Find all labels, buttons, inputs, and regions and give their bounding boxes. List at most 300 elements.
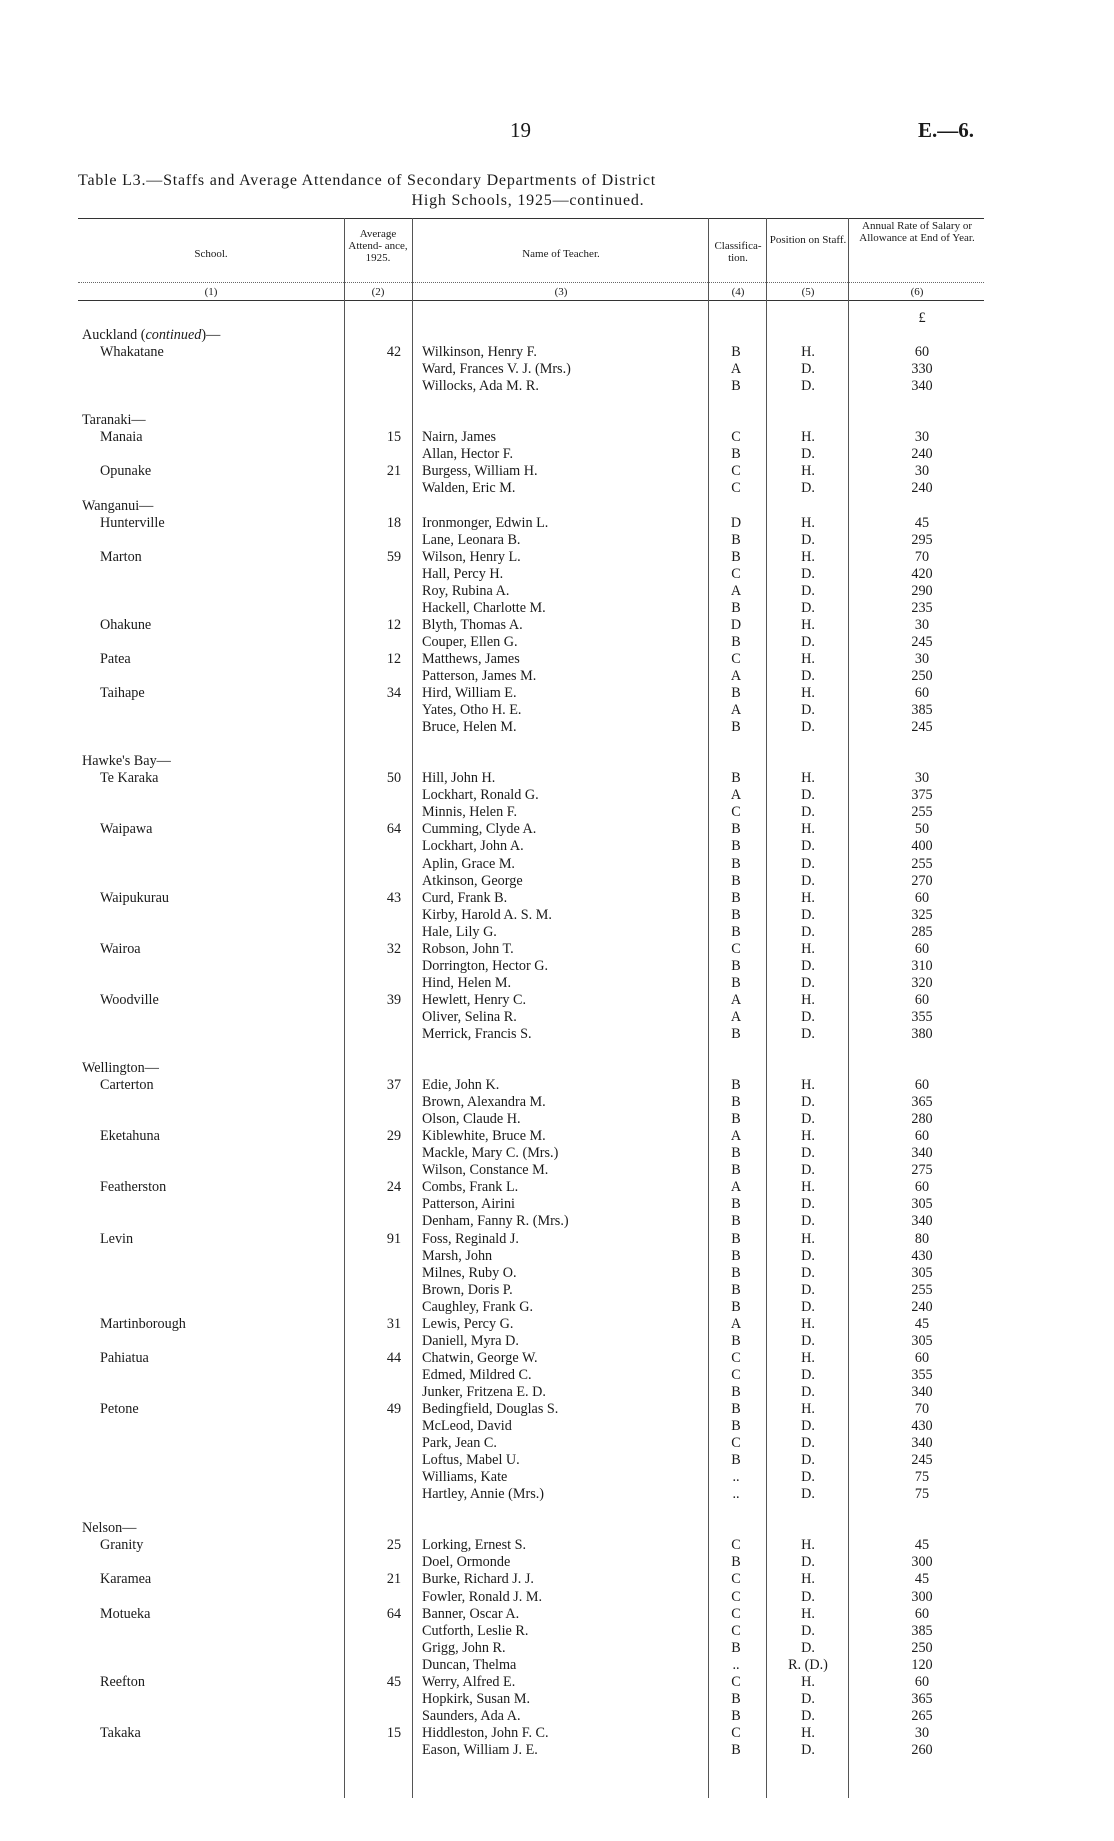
teacher-name: Banner, Oscar A. xyxy=(422,1605,520,1622)
classification: B xyxy=(731,1401,741,1417)
table-row xyxy=(78,1145,984,1162)
classification: B xyxy=(731,1554,741,1571)
table-row xyxy=(78,1009,984,1026)
salary: 245 xyxy=(911,719,933,736)
salary: 340 xyxy=(911,1213,933,1230)
table-row xyxy=(78,1333,984,1350)
classification: B xyxy=(731,446,741,463)
teacher-name: Aplin, Grace M. xyxy=(422,855,515,872)
school-name: Marton xyxy=(100,548,142,565)
table-row xyxy=(78,600,984,617)
classification: B xyxy=(731,633,741,650)
table-row xyxy=(78,736,984,753)
table-row xyxy=(78,1282,984,1299)
classification: B xyxy=(731,1111,741,1128)
classification: B xyxy=(731,1094,741,1111)
average-attendance: 42 xyxy=(386,344,402,361)
table-row xyxy=(78,327,984,344)
average-attendance: 91 xyxy=(386,1230,402,1247)
teacher-name: Loftus, Mabel U. xyxy=(422,1452,520,1469)
table-row xyxy=(78,1111,984,1128)
table-row xyxy=(78,1537,984,1554)
col-number: (3) xyxy=(554,286,568,298)
staff-position: H. xyxy=(801,1349,815,1366)
teacher-name: Denham, Fanny R. (Mrs.) xyxy=(422,1213,569,1230)
classification: B xyxy=(731,1025,741,1042)
school-name: Takaka xyxy=(100,1724,141,1741)
teacher-name: Cumming, Clyde A. xyxy=(422,821,537,838)
teacher-name: Atkinson, George xyxy=(422,872,523,889)
staff-position: H. xyxy=(801,514,815,531)
classification: .. xyxy=(732,1486,740,1503)
table-row xyxy=(78,1060,984,1077)
classification: B xyxy=(731,1247,741,1264)
salary: 265 xyxy=(911,1707,933,1724)
staff-position: H. xyxy=(801,1230,815,1247)
teacher-name: Combs, Frank L. xyxy=(422,1179,519,1196)
salary: 120 xyxy=(911,1656,933,1673)
average-attendance: 32 xyxy=(386,940,402,957)
table-row xyxy=(78,1640,984,1657)
col-header-school: School. xyxy=(194,248,228,260)
teacher-name: Hopkirk, Susan M. xyxy=(422,1690,530,1707)
salary: 45 xyxy=(914,1315,930,1332)
teacher-name: Matthews, James xyxy=(422,650,520,667)
school-name: Manaia xyxy=(100,429,143,446)
classification: A xyxy=(730,582,742,599)
staff-position: D. xyxy=(801,1298,815,1315)
table-row xyxy=(78,907,984,924)
teacher-name: Lewis, Percy G. xyxy=(422,1315,514,1332)
classification: A xyxy=(730,361,742,378)
table-row xyxy=(78,1674,984,1691)
table-row xyxy=(78,1231,984,1248)
school-name: Reefton xyxy=(100,1673,145,1690)
classification: A xyxy=(730,667,742,684)
table-row xyxy=(78,1026,984,1043)
salary: 250 xyxy=(911,1639,933,1656)
table-row xyxy=(78,1350,984,1367)
staff-position: D. xyxy=(801,1554,815,1571)
table-row xyxy=(78,873,984,890)
teacher-name: Caughley, Frank G. xyxy=(422,1298,533,1315)
teacher-name: Ironmonger, Edwin L. xyxy=(422,514,549,531)
school-name: Martinborough xyxy=(100,1315,186,1332)
salary: 60 xyxy=(914,1673,930,1690)
staff-position: H. xyxy=(801,1605,815,1622)
teacher-name: Edmed, Mildred C. xyxy=(422,1366,532,1383)
table-row xyxy=(78,1316,984,1333)
school-name: Carterton xyxy=(100,1077,154,1094)
salary: 30 xyxy=(914,429,930,446)
table-row xyxy=(78,890,984,907)
table-row xyxy=(78,1213,984,1230)
salary: 300 xyxy=(911,1554,933,1571)
teacher-name: Hale, Lily G. xyxy=(422,923,497,940)
staff-position: D. xyxy=(801,974,815,991)
staff-position: D. xyxy=(801,1741,815,1758)
table-row xyxy=(78,941,984,958)
table-row xyxy=(78,1606,984,1623)
school-name: Eketahuna xyxy=(100,1128,160,1145)
salary: 255 xyxy=(911,855,933,872)
table-row xyxy=(78,1520,984,1537)
salary: 245 xyxy=(911,633,933,650)
classification: B xyxy=(731,1264,741,1281)
classification: B xyxy=(731,344,741,361)
staff-position: D. xyxy=(801,1435,815,1452)
salary: 30 xyxy=(914,616,930,633)
staff-position: D. xyxy=(801,804,815,821)
table-row xyxy=(78,1094,984,1111)
classification: B xyxy=(731,872,741,889)
classification: C xyxy=(731,940,741,957)
table-row xyxy=(78,378,984,395)
staff-position: D. xyxy=(801,957,815,974)
staff-position: H. xyxy=(801,463,815,480)
table-row xyxy=(78,992,984,1009)
col-number: (6) xyxy=(910,286,924,298)
salary: 70 xyxy=(914,1401,930,1417)
staff-position: D. xyxy=(801,1213,815,1230)
salary: 240 xyxy=(911,1298,933,1315)
classification: B xyxy=(731,1213,741,1230)
table-row xyxy=(78,1503,984,1520)
region-heading: Wanganui— xyxy=(82,497,154,514)
staff-position: D. xyxy=(801,1383,815,1400)
table-row xyxy=(78,532,984,549)
teacher-name: Junker, Fritzena E. D. xyxy=(422,1383,546,1400)
classification: B xyxy=(731,599,741,616)
average-attendance: 64 xyxy=(386,1605,402,1622)
table-row xyxy=(78,583,984,600)
staff-position: H. xyxy=(801,770,815,787)
col-header-teacher: Name of Teacher. xyxy=(522,248,600,260)
classification: B xyxy=(731,770,741,787)
teacher-name: Kiblewhite, Bruce M. xyxy=(422,1128,546,1145)
salary: 45 xyxy=(914,1571,930,1588)
table-row xyxy=(78,958,984,975)
staff-position: D. xyxy=(801,1707,815,1724)
table-row xyxy=(78,446,984,463)
staff-position: H. xyxy=(801,1673,815,1690)
salary: 70 xyxy=(914,548,930,565)
salary: 45 xyxy=(914,1537,930,1554)
salary: 60 xyxy=(914,1349,930,1366)
salary: 365 xyxy=(911,1690,933,1707)
staff-position: D. xyxy=(801,1366,815,1383)
school-name: Patea xyxy=(100,650,131,667)
teacher-name: Bruce, Helen M. xyxy=(422,719,517,736)
staff-position: D. xyxy=(801,1622,815,1639)
col-header-classification: Classifica- tion. xyxy=(714,240,762,264)
teacher-name: Marsh, John xyxy=(422,1247,493,1264)
staff-position: D. xyxy=(801,446,815,463)
table-row xyxy=(78,1043,984,1060)
school-name: Pahiatua xyxy=(100,1349,149,1366)
salary: 60 xyxy=(914,889,930,906)
average-attendance: 37 xyxy=(386,1077,402,1094)
staff-position: D. xyxy=(801,872,815,889)
staff-position: D. xyxy=(801,1162,815,1179)
classification: B xyxy=(731,838,741,855)
staff-position: D. xyxy=(801,1588,815,1605)
salary: 305 xyxy=(911,1264,933,1281)
salary: 285 xyxy=(911,923,933,940)
staff-position: H. xyxy=(801,1128,815,1145)
average-attendance: 21 xyxy=(386,1571,402,1588)
average-attendance: 44 xyxy=(386,1349,402,1366)
classification: B xyxy=(731,1690,741,1707)
table-body xyxy=(78,310,984,1759)
teacher-name: Chatwin, George W. xyxy=(422,1349,538,1366)
salary: 245 xyxy=(911,1452,933,1469)
teacher-name: Oliver, Selina R. xyxy=(422,1008,517,1025)
average-attendance: 39 xyxy=(386,991,402,1008)
teacher-name: Olson, Claude H. xyxy=(422,1111,521,1128)
school-name: Whakatane xyxy=(100,344,164,361)
teacher-name: Yates, Otho H. E. xyxy=(422,702,522,719)
table-row xyxy=(78,1589,984,1606)
salary: 305 xyxy=(911,1332,933,1349)
teacher-name: Cutforth, Leslie R. xyxy=(422,1622,529,1639)
teacher-name: Grigg, John R. xyxy=(422,1639,506,1656)
teacher-name: Foss, Reginald J. xyxy=(422,1230,519,1247)
classification: C xyxy=(731,1673,741,1690)
staff-position: H. xyxy=(801,1179,815,1196)
teacher-name: Milnes, Ruby O. xyxy=(422,1264,517,1281)
school-name: Karamea xyxy=(100,1571,152,1588)
col-header-attendance: Average Attend- ance, 1925. xyxy=(348,228,408,264)
staff-position: H. xyxy=(801,889,815,906)
average-attendance: 15 xyxy=(386,429,402,446)
table-row xyxy=(78,480,984,497)
classification: B xyxy=(731,378,741,395)
col-number: (1) xyxy=(204,286,218,298)
table-row xyxy=(78,395,984,412)
staff-position: D. xyxy=(801,1486,815,1503)
table-row xyxy=(78,344,984,361)
school-name: Featherston xyxy=(100,1179,167,1196)
teacher-name: Mackle, Mary C. (Mrs.) xyxy=(422,1145,559,1162)
classification: B xyxy=(731,1418,741,1435)
salary: 385 xyxy=(911,1622,933,1639)
table-row xyxy=(78,1554,984,1571)
salary: 400 xyxy=(911,838,933,855)
table-row xyxy=(78,361,984,378)
table-row xyxy=(78,651,984,668)
salary: 320 xyxy=(911,974,933,991)
table-row xyxy=(78,1486,984,1503)
region-heading: Hawke's Bay— xyxy=(82,753,171,770)
staff-position: H. xyxy=(801,685,815,702)
classification: A xyxy=(730,1315,742,1332)
classification: .. xyxy=(732,1656,740,1673)
staff-position: D. xyxy=(801,1332,815,1349)
classification: C xyxy=(731,429,741,446)
table-row xyxy=(78,566,984,583)
classification: B xyxy=(731,1383,741,1400)
staff-position: D. xyxy=(801,1418,815,1435)
classification: C xyxy=(731,480,741,497)
school-name: Hunterville xyxy=(100,514,165,531)
teacher-name: Park, Jean C. xyxy=(422,1435,497,1452)
staff-position: H. xyxy=(801,1401,815,1417)
classification: A xyxy=(730,702,742,719)
table-row xyxy=(78,668,984,685)
table-row xyxy=(78,821,984,838)
salary: 355 xyxy=(911,1008,933,1025)
staff-position: D. xyxy=(801,1145,815,1162)
average-attendance: 50 xyxy=(386,770,402,787)
average-attendance: 49 xyxy=(386,1401,402,1417)
staff-position: R. (D.) xyxy=(788,1656,828,1673)
staff-position: D. xyxy=(801,923,815,940)
table-row xyxy=(78,753,984,770)
staff-position: D. xyxy=(801,855,815,872)
teacher-name: Robson, John T. xyxy=(422,940,514,957)
table-row xyxy=(78,924,984,941)
classification: B xyxy=(731,719,741,736)
classification: B xyxy=(731,1639,741,1656)
classification: C xyxy=(731,565,741,582)
teacher-name: Hiddleston, John F. C. xyxy=(422,1724,549,1741)
salary: 255 xyxy=(911,1281,933,1298)
table-row xyxy=(78,770,984,787)
staff-position: D. xyxy=(801,1452,815,1469)
classification: B xyxy=(731,974,741,991)
classification: C xyxy=(731,463,741,480)
col-header-position: Position on Staff. xyxy=(769,234,847,246)
teacher-name: Patterson, Airini xyxy=(422,1196,516,1213)
salary: 305 xyxy=(911,1196,933,1213)
staff-position: H. xyxy=(801,429,815,446)
classification: .. xyxy=(732,1469,740,1486)
teacher-name: Fowler, Ronald J. M. xyxy=(422,1588,543,1605)
teacher-name: Lane, Leonara B. xyxy=(422,531,521,548)
classification: B xyxy=(731,1707,741,1724)
teacher-name: Brown, Alexandra M. xyxy=(422,1094,546,1111)
classification: C xyxy=(731,650,741,667)
table-row xyxy=(78,1708,984,1725)
salary: 60 xyxy=(914,940,930,957)
classification: D xyxy=(730,514,742,531)
classification: D xyxy=(730,616,742,633)
teacher-name: Couper, Ellen G. xyxy=(422,633,518,650)
teacher-name: Saunders, Ada A. xyxy=(422,1707,521,1724)
salary: 340 xyxy=(911,1145,933,1162)
table-row xyxy=(78,1367,984,1384)
staff-position: D. xyxy=(801,1690,815,1707)
staff-position: D. xyxy=(801,787,815,804)
teacher-name: Daniell, Myra D. xyxy=(422,1332,519,1349)
table-row xyxy=(78,429,984,446)
staff-position: D. xyxy=(801,1281,815,1298)
classification: B xyxy=(731,1332,741,1349)
classification: B xyxy=(731,906,741,923)
salary: 255 xyxy=(911,804,933,821)
teacher-name: Wilkinson, Henry F. xyxy=(422,344,537,361)
currency-symbol: £ xyxy=(918,310,926,326)
average-attendance: 64 xyxy=(386,821,402,838)
classification: B xyxy=(731,1452,741,1469)
salary: 300 xyxy=(911,1588,933,1605)
staff-position: D. xyxy=(801,1639,815,1656)
salary: 340 xyxy=(911,1383,933,1400)
staff-position: D. xyxy=(801,1094,815,1111)
salary: 80 xyxy=(914,1230,930,1247)
teacher-name: Minnis, Helen F. xyxy=(422,804,518,821)
table-row xyxy=(78,1623,984,1640)
table-row xyxy=(78,1179,984,1196)
school-name: Te Karaka xyxy=(100,770,159,787)
salary: 325 xyxy=(911,906,933,923)
teacher-name: Doel, Ormonde xyxy=(422,1554,511,1571)
teacher-name: Burke, Richard J. J. xyxy=(422,1571,534,1588)
staff-position: D. xyxy=(801,1264,815,1281)
col-header-salary: Annual Rate of Salary or Allowance at End of Year. xyxy=(859,220,975,244)
table-row xyxy=(78,685,984,702)
teacher-name: Merrick, Francis S. xyxy=(422,1025,532,1042)
salary: 310 xyxy=(911,957,933,974)
classification: A xyxy=(730,1008,742,1025)
classification: C xyxy=(731,1605,741,1622)
teacher-name: Kirby, Harold A. S. M. xyxy=(422,906,552,923)
staff-position: H. xyxy=(801,650,815,667)
classification: C xyxy=(731,1724,741,1741)
table-row xyxy=(78,412,984,429)
staff-position: D. xyxy=(801,599,815,616)
teacher-name: Hill, John H. xyxy=(422,770,496,787)
col-number: (5) xyxy=(801,286,815,298)
teacher-name: Hartley, Annie (Mrs.) xyxy=(422,1486,545,1503)
average-attendance: 24 xyxy=(386,1179,402,1196)
staff-position: H. xyxy=(801,616,815,633)
teacher-name: Hird, William E. xyxy=(422,685,517,702)
average-attendance: 12 xyxy=(386,616,402,633)
table-row xyxy=(78,856,984,873)
salary: 75 xyxy=(914,1469,930,1486)
teacher-name: Roy, Rubina A. xyxy=(422,582,510,599)
staff-position: D. xyxy=(801,1025,815,1042)
salary: 45 xyxy=(914,514,930,531)
salary: 340 xyxy=(911,1435,933,1452)
currency-row xyxy=(78,310,984,327)
classification: B xyxy=(731,889,741,906)
salary: 60 xyxy=(914,1128,930,1145)
teacher-name: Burgess, William H. xyxy=(422,463,538,480)
staff-position: H. xyxy=(801,548,815,565)
staff-position: H. xyxy=(801,821,815,838)
school-name: Levin xyxy=(100,1230,134,1247)
salary: 340 xyxy=(911,378,933,395)
classification: A xyxy=(730,787,742,804)
table-row xyxy=(78,549,984,566)
teacher-name: Edie, John K. xyxy=(422,1077,500,1094)
average-attendance: 45 xyxy=(386,1673,402,1690)
average-attendance: 12 xyxy=(386,650,402,667)
table-row xyxy=(78,617,984,634)
salary: 420 xyxy=(911,565,933,582)
classification: B xyxy=(731,1145,741,1162)
classification: C xyxy=(731,1571,741,1588)
classification: C xyxy=(731,1349,741,1366)
salary: 60 xyxy=(914,1605,930,1622)
table-row xyxy=(78,1725,984,1742)
region-heading: Auckland (continued)— xyxy=(82,327,221,344)
table-row xyxy=(78,975,984,992)
staff-position: D. xyxy=(801,702,815,719)
